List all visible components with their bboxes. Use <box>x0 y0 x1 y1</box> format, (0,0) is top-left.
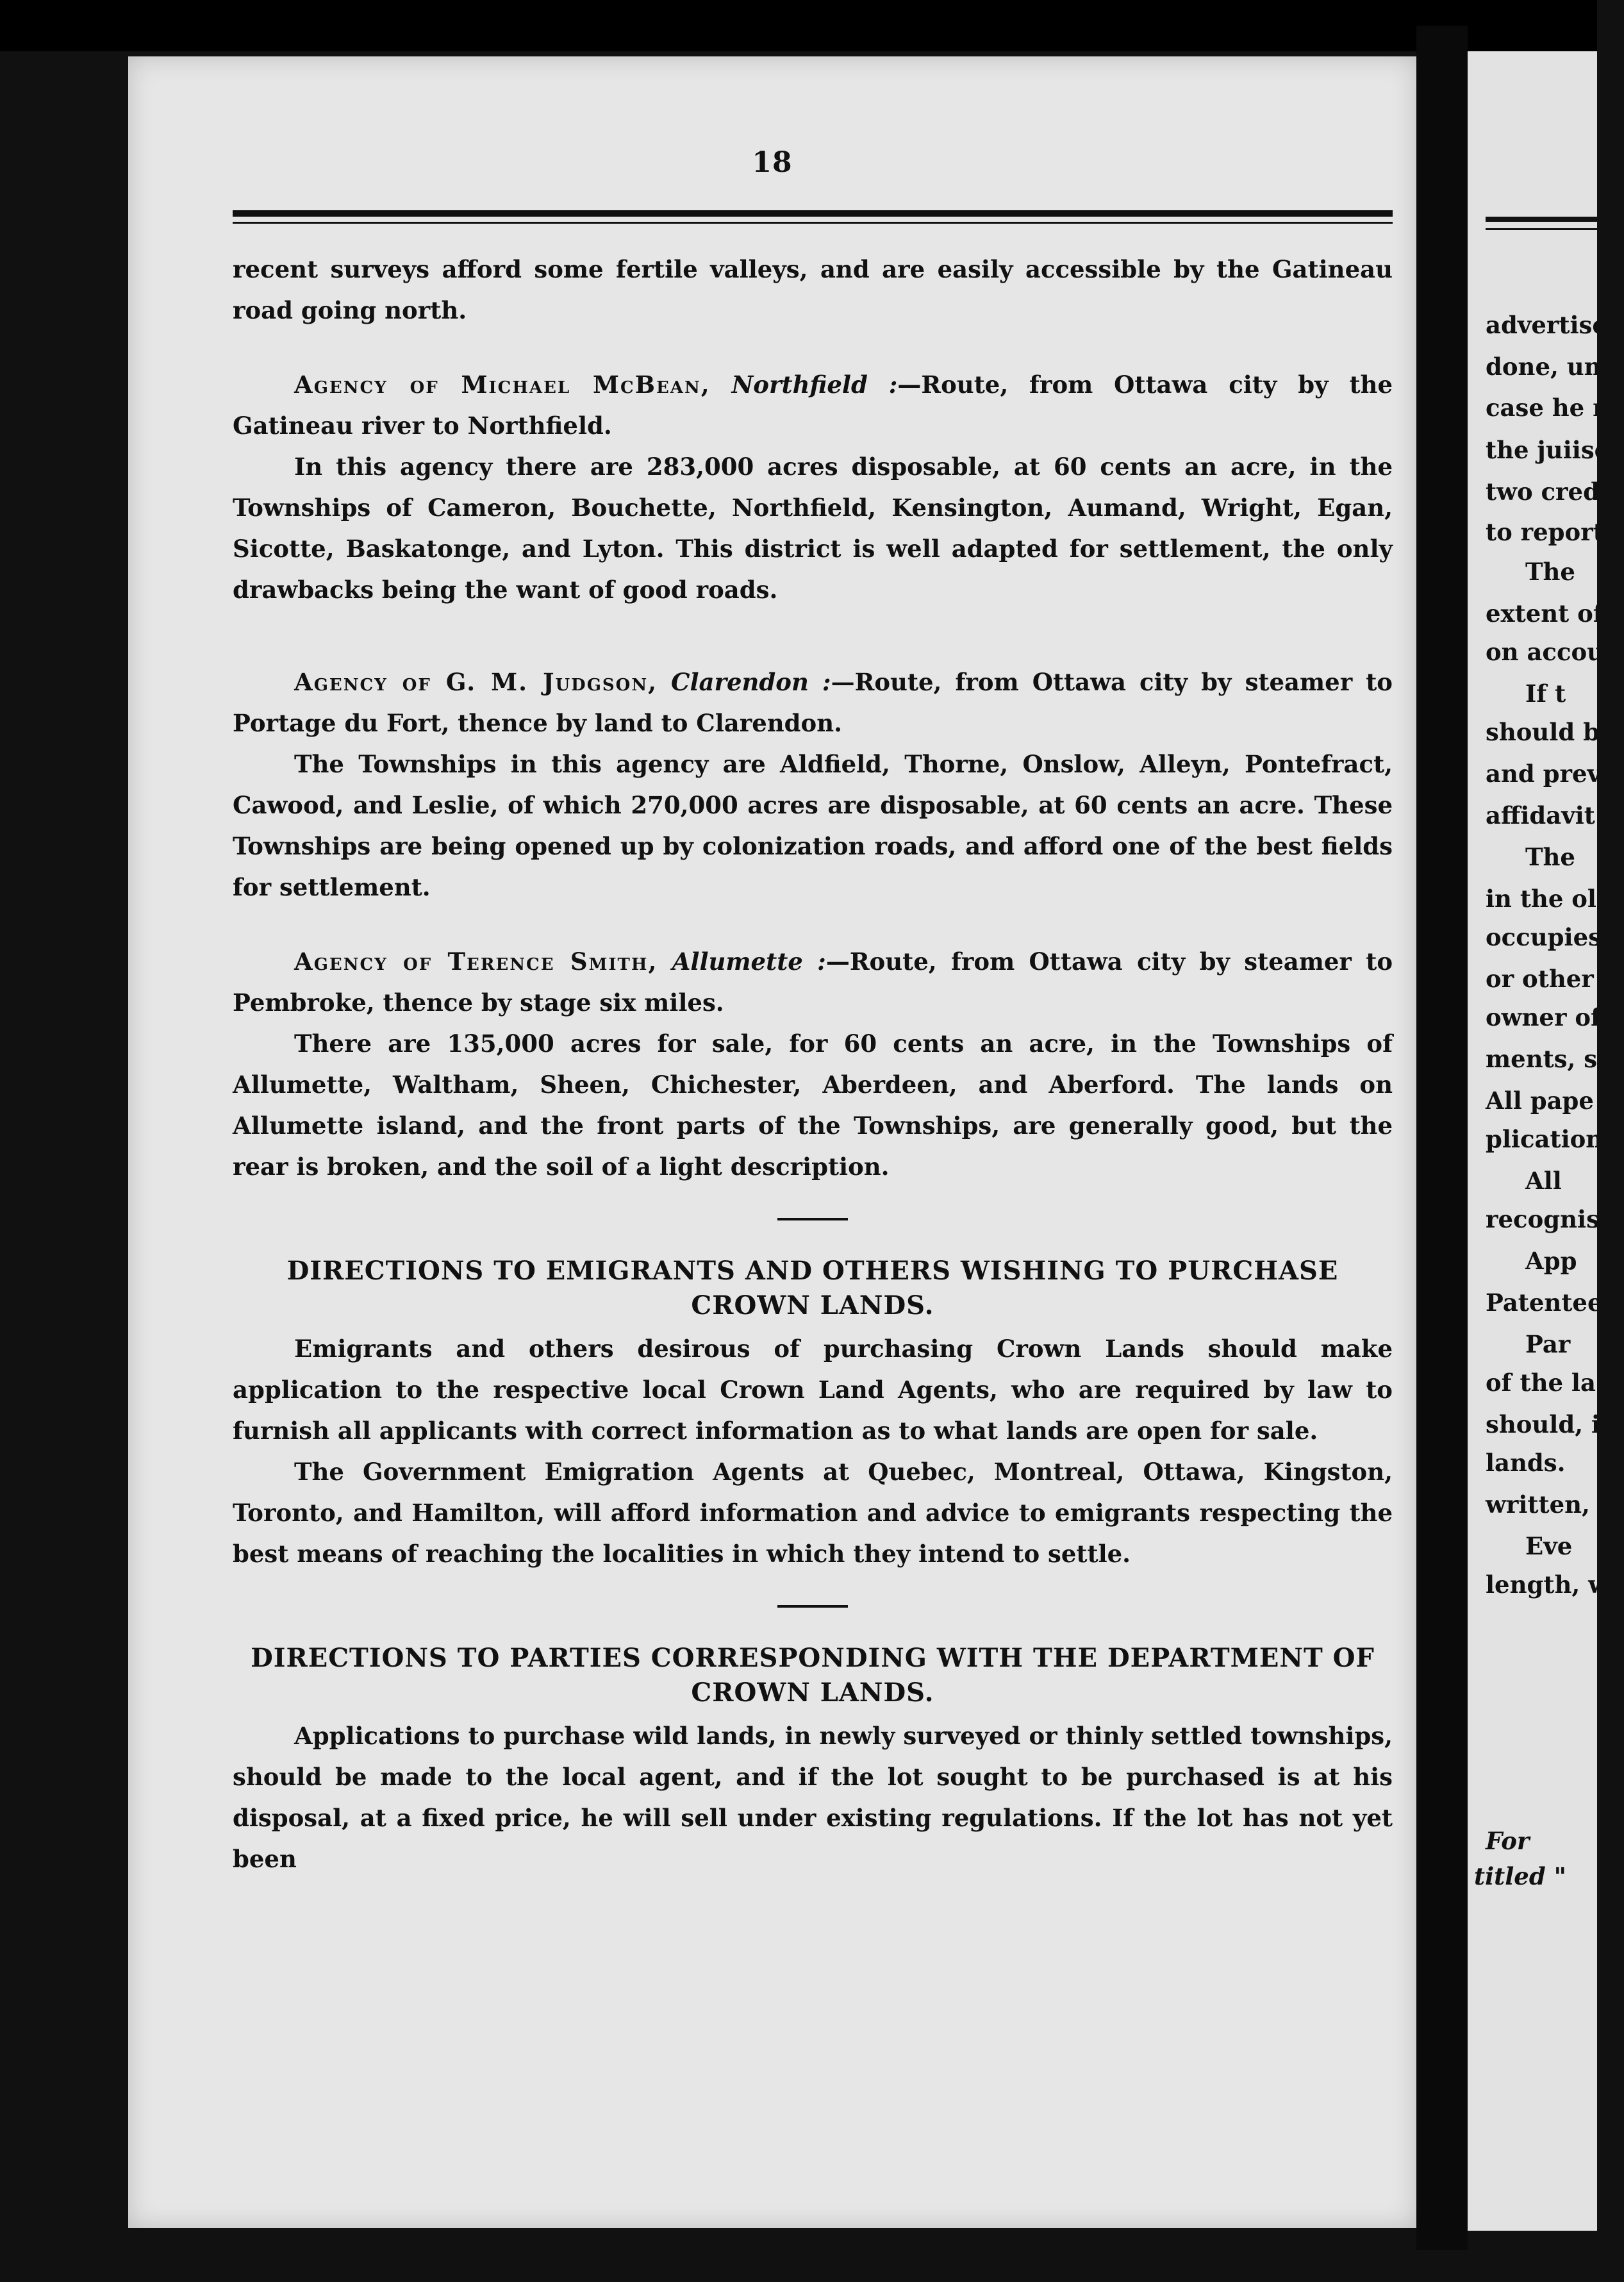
next-page-line: two credi <box>1486 478 1609 506</box>
next-page-line: All <box>1525 1167 1562 1195</box>
agency-route: —Route, from Ottawa city by steamer to Portage du Fort, thence by land to Clarendon. <box>233 668 1393 737</box>
agent-name: Agency of Michael McBean, <box>294 371 711 399</box>
intro-paragraph: recent surveys afford some fertile valleys, and are easily accessible by the Gatineau road going north. <box>233 255 1393 324</box>
next-page-line: occupies <box>1486 923 1602 951</box>
agent-name: Agency of Terence Smith, <box>294 947 658 976</box>
scan-border <box>0 0 1597 51</box>
agency-body-judgson: The Townships in this agency are Aldfield, Thorne, Onslow, Alleyn, Pontefract, Cawood, and Leslie, of which 270,000 acres are disposable, at 60 cents an acre. These Townships are being opened up by colonization roads, and afford one of the best fields for settlement. <box>233 750 1393 901</box>
next-page-rule-thin <box>1486 228 1607 230</box>
emigrants-paragraph-1: Emigrants and others desirous of purchasing Crown Lands should make application to the respective local Crown Land Agents, who are required by law to furnish all applicants with correct information as to what lands are open for sale. <box>233 1335 1393 1445</box>
next-page-italic-2: titled " <box>1474 1862 1566 1890</box>
section-heading-correspondence: DIRECTIONS TO PARTIES CORRESPONDING WITH THE DEPARTMENT OF CROWN LANDS. <box>251 1643 1375 1708</box>
next-page-line: The <box>1525 558 1575 586</box>
next-page-line: All pape <box>1486 1087 1594 1115</box>
next-page-line: Par <box>1525 1330 1571 1358</box>
next-page-italic-1: For <box>1486 1827 1530 1855</box>
next-page-line: The <box>1525 843 1575 871</box>
next-page-line: plication <box>1486 1125 1603 1153</box>
next-page-line: on accou <box>1486 638 1605 666</box>
agency-route: —Route, from Ottawa city by steamer to Pembroke, thence by stage six miles. <box>233 947 1393 1017</box>
section-divider <box>777 1218 848 1220</box>
agency-heading-mcbean <box>233 364 1393 446</box>
page-18 <box>128 56 1416 2228</box>
correspondence-paragraph-1: Applications to purchase wild lands, in newly surveyed or thinly settled townships, should be made to the local agent, and if the lot sought to be purchased is at his disposal, at a fixed price, he will sell under existing regulations. If the lot has not yet been <box>233 1722 1393 1873</box>
next-page-line: ments, sh <box>1486 1045 1615 1073</box>
next-page-line: should be <box>1486 718 1615 746</box>
next-page-line: of the la <box>1486 1369 1596 1397</box>
emigrants-paragraph-2: The Government Emigration Agents at Quebec, Montreal, Ottawa, Kingston, Toronto, and Hamilton, will afford information and advice to emigrants respecting the best means of reaching the localities in which they intend to settle. <box>233 1458 1393 1568</box>
next-page-line: and prev <box>1486 760 1602 788</box>
book-gutter <box>1416 26 1468 2250</box>
agency-place: Clarendon : <box>671 668 831 696</box>
agency-heading-judgson <box>233 662 1393 744</box>
next-page-line: or other <box>1486 965 1594 993</box>
page-content <box>233 249 1393 1879</box>
next-page-line: in the ol <box>1486 885 1596 913</box>
next-page-line: lands. <box>1486 1449 1566 1477</box>
next-page-line: written, <box>1486 1490 1590 1519</box>
next-page-line: owner of <box>1486 1003 1601 1031</box>
next-page-line: If t <box>1525 679 1566 708</box>
next-page-line: App <box>1525 1247 1577 1275</box>
next-page-line: Eve <box>1525 1532 1573 1560</box>
agency-place: Allumette : <box>672 947 826 976</box>
next-page-line: extent of <box>1486 599 1603 628</box>
header-rule-thick <box>233 210 1393 217</box>
next-page-line: to report <box>1486 518 1604 546</box>
next-page-line: affidavit <box>1486 801 1595 829</box>
agency-route: —Route, from Ottawa city by the Gatineau river to Northfield. <box>233 371 1393 440</box>
section-divider <box>777 1605 848 1608</box>
next-page-line: length, w <box>1486 1570 1609 1599</box>
next-page-line: advertised <box>1486 311 1624 339</box>
header-rule-thin <box>233 222 1393 224</box>
next-page-line: should, i <box>1486 1410 1601 1438</box>
agent-name: Agency of G. M. Judgson, <box>294 668 658 696</box>
next-page-line: Patentee <box>1486 1288 1603 1317</box>
agency-body-smith: There are 135,000 acres for sale, for 60 cents an acre, in the Townships of Allumette, Waltham, Sheen, Chichester, Aberdeen, and Aberford. The lands on Allumette island, and the front parts of the Townships, are generally good, but the rear is broken, and the soil of a light description. <box>233 1029 1393 1181</box>
page-number: 18 <box>752 146 793 179</box>
agency-body-mcbean: In this agency there are 283,000 acres disposable, at 60 cents an acre, in the Townships of Cameron, Bouchette, Northfield, Kensington, Aumand, Wright, Egan, Sicotte, Baskatonge, and Lyton. This district is well adapted for settlement, the only drawbacks being the want of good roads. <box>233 453 1393 604</box>
next-page-rule <box>1486 217 1607 222</box>
next-page-line: done, unl <box>1486 353 1611 381</box>
next-page-fragment <box>1468 51 1624 2231</box>
next-page-line: the juiisc <box>1486 436 1609 464</box>
agency-heading-smith <box>233 941 1393 1023</box>
next-page-line: recognise <box>1486 1205 1615 1233</box>
section-heading-emigrants: DIRECTIONS TO EMIGRANTS AND OTHERS WISHING TO PURCHASE CROWN LANDS. <box>286 1256 1339 1320</box>
next-page-line: case he n <box>1486 394 1610 422</box>
agency-place: Northfield : <box>731 371 898 399</box>
